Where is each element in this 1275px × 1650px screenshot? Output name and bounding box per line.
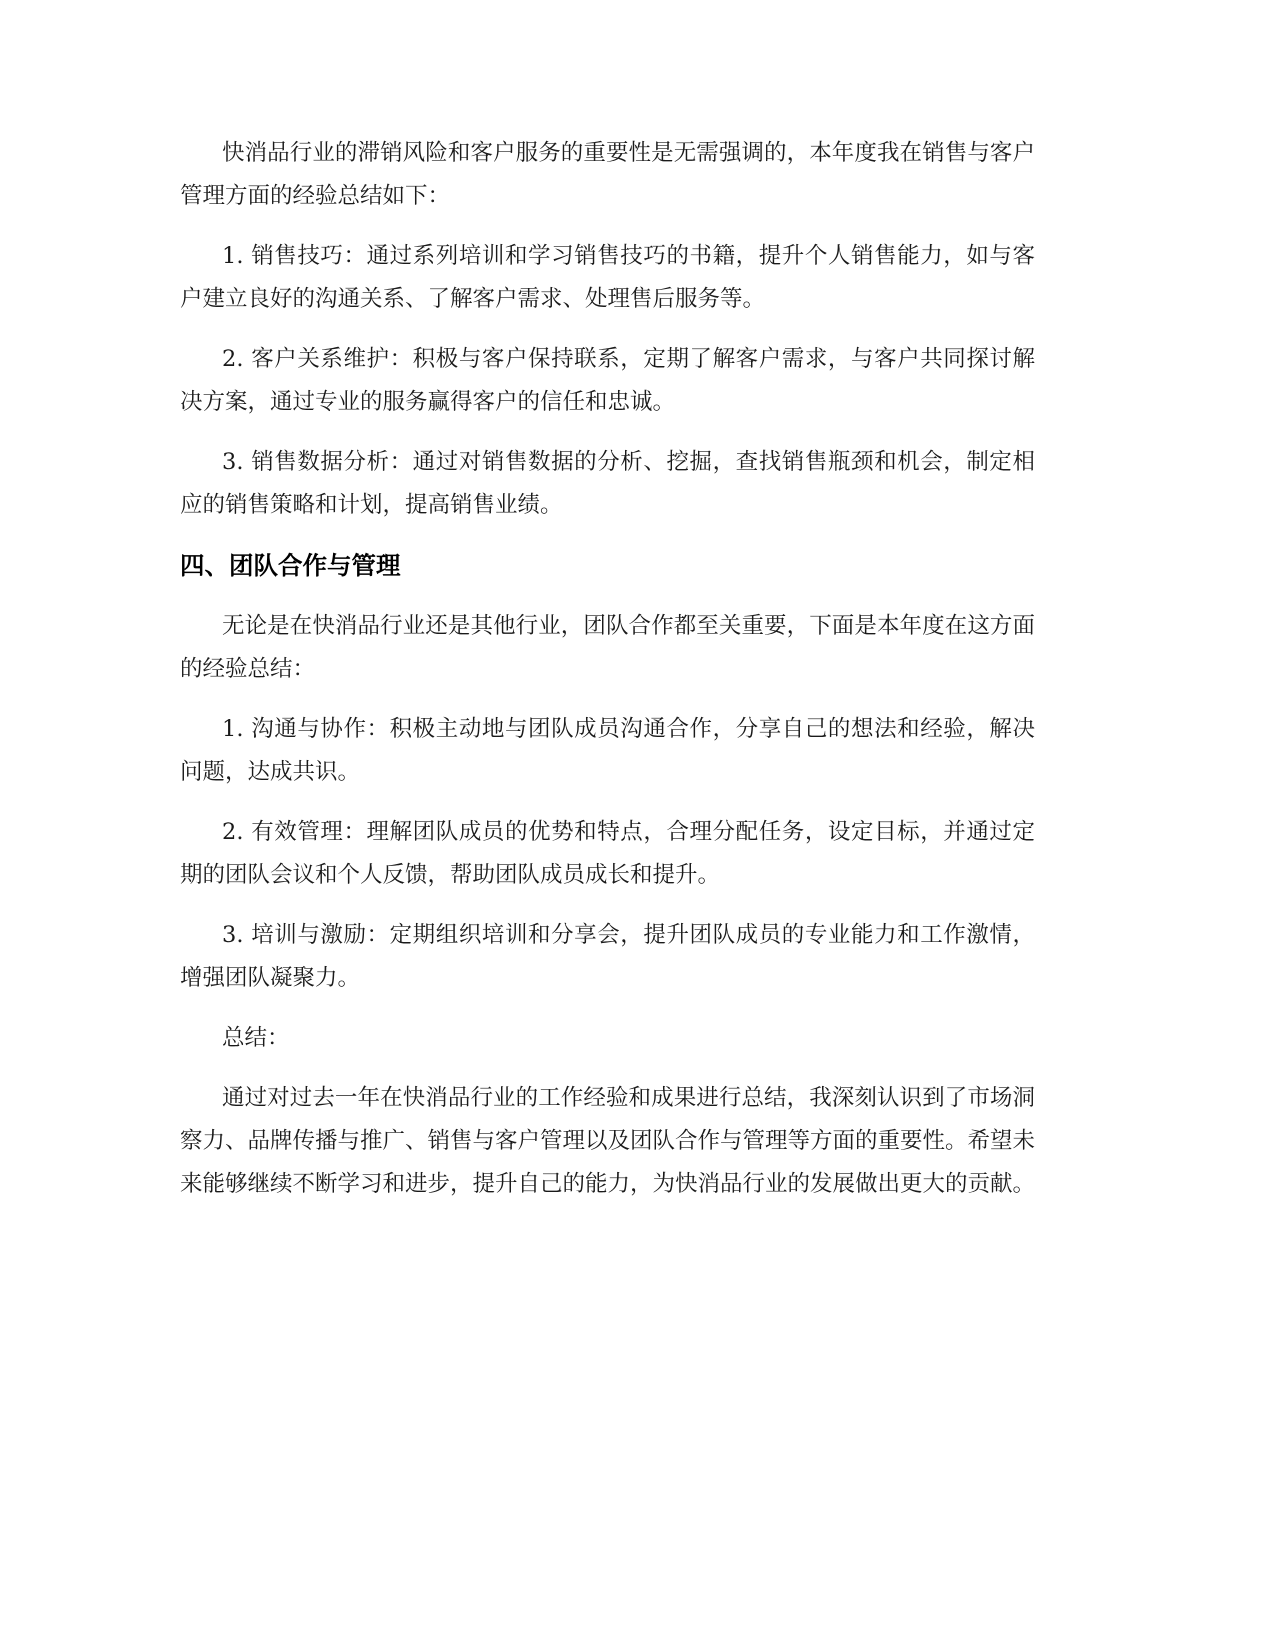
intro-paragraph-sales: 快消品行业的滞销风险和客户服务的重要性是无需强调的，本年度我在销售与客户管理方面的经验总结如下：: [180, 140, 1035, 209]
list-item-communication: 1. 沟通与协作：积极主动地与团队成员沟通合作，分享自己的想法和经验，解决问题，达成共识。: [180, 716, 1035, 785]
summary-paragraph: 通过对过去一年在快消品行业的工作经验和成果进行总结，我深刻认识到了市场洞察力、品牌传播与推广、销售与客户管理以及团队合作与管理等方面的重要性。希望未来能够继续不断学习和进步，提升自己的能力，为快消品行业的发展做出更大的贡献。: [180, 1085, 1036, 1197]
summary-label: 总结：: [222, 1025, 290, 1051]
section-heading-teamwork: 四、团队合作与管理: [180, 551, 401, 580]
document-page: [180, 132, 1035, 1223]
list-item-management: 2. 有效管理：理解团队成员的优势和特点，合理分配任务，设定目标，并通过定期的团队会议和个人反馈，帮助团队成员成长和提升。: [180, 819, 1035, 888]
list-item-sales-data-analysis: 3. 销售数据分析：通过对销售数据的分析、挖掘，查找销售瓶颈和机会，制定相应的销售策略和计划，提高销售业绩。: [180, 449, 1035, 518]
intro-paragraph-teamwork: 无论是在快消品行业还是其他行业，团队合作都至关重要，下面是本年度在这方面的经验总结：: [180, 613, 1035, 682]
list-item-training: 3. 培训与激励：定期组织培训和分享会，提升团队成员的专业能力和工作激情，增强团队凝聚力。: [180, 922, 1035, 991]
list-item-sales-skills: 1. 销售技巧：通过系列培训和学习销售技巧的书籍，提升个人销售能力，如与客户建立良好的沟通关系、了解客户需求、处理售后服务等。: [180, 243, 1035, 312]
list-item-customer-relations: 2. 客户关系维护：积极与客户保持联系，定期了解客户需求，与客户共同探讨解决方案，通过专业的服务赢得客户的信任和忠诚。: [180, 346, 1035, 415]
